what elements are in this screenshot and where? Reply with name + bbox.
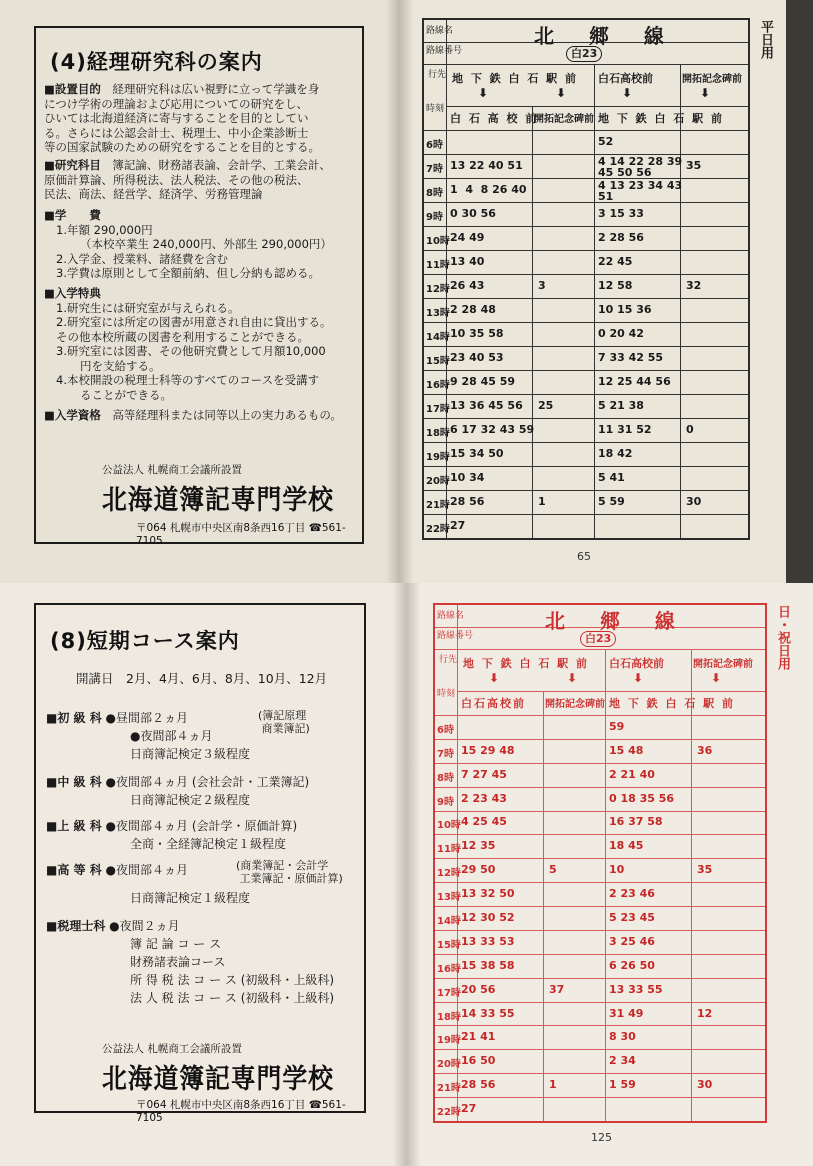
row-divider xyxy=(424,490,748,491)
minute-cell: 27 xyxy=(461,1102,477,1116)
hour-cell: 11時 xyxy=(426,260,450,271)
qualification-text: 高等経理科または同等以上の実力あるもの。 xyxy=(112,408,342,422)
day-type-label: 日・祝日用 xyxy=(775,605,790,670)
row-divider xyxy=(435,1049,765,1050)
minute-cell: 24 49 xyxy=(450,231,485,244)
row-divider xyxy=(435,739,765,740)
row-divider xyxy=(424,442,748,443)
advanced-bracket: (商業簿記・会計学 工業簿記・原価計算) xyxy=(236,859,343,885)
minute-cell: 5 23 45 xyxy=(609,911,655,924)
line-name: 北 郷 線 xyxy=(534,24,678,48)
row-divider xyxy=(424,250,748,251)
page-bottom-right xyxy=(407,583,813,1166)
minute-cell: 3 15 33 xyxy=(598,207,644,220)
day-type-label: 平日用 xyxy=(758,20,773,59)
school-name: 北海道簿記専門学校 xyxy=(102,1064,334,1095)
row-divider xyxy=(435,1025,765,1026)
hour-cell: 6時 xyxy=(437,724,454,736)
row-divider xyxy=(424,202,748,203)
course-text: ●夜間部４ヵ月 xyxy=(105,863,189,877)
book-gutter xyxy=(393,583,407,1166)
hour-cell: 14時 xyxy=(437,916,461,927)
course-line xyxy=(130,971,334,988)
minute-cell: 0 30 56 xyxy=(450,207,496,220)
benefit-line: その他本校所蔵の図書を利用することができる。 xyxy=(56,329,309,344)
hour-cell: 21時 xyxy=(437,1083,461,1095)
row-divider xyxy=(424,226,748,227)
minute-cell: 26 43 xyxy=(450,279,485,292)
minute-cell: 7 33 42 55 xyxy=(598,351,664,364)
timetable-holiday xyxy=(433,603,767,1123)
course-text: 全商・全経簿記検定１級程度 xyxy=(130,837,287,851)
minute-cell: 22 45 xyxy=(598,255,633,268)
page-number: 125 xyxy=(591,1131,612,1144)
minute-cell: 0 xyxy=(686,423,694,436)
minute-cell: 3 25 46 xyxy=(609,934,655,948)
subjects-line: 原価計算論、所得税法、法人税法、その他の税法、 xyxy=(44,172,309,187)
hour-cell: 9時 xyxy=(426,212,443,223)
destination-label: 行先 xyxy=(439,655,458,665)
row-divider xyxy=(424,154,748,155)
purpose-line: につけ学術の理論および応用についての研究をし、 xyxy=(44,96,309,111)
origin-a: 地 下 鉄 白 石 駅 前 xyxy=(463,657,589,670)
minute-cell: 21 41 xyxy=(461,1030,496,1044)
minute-cell: 20 56 xyxy=(461,982,496,996)
origin-b1: 白石高校前 xyxy=(598,72,653,85)
hour-cell: 19時 xyxy=(426,452,450,463)
row-divider xyxy=(435,978,765,979)
benefit-line: 1.研究生には研究室が与えられる。 xyxy=(56,300,240,315)
course-line xyxy=(46,917,180,934)
course-line xyxy=(46,861,188,878)
course-label: ■税理士科 xyxy=(46,919,106,933)
row-divider xyxy=(435,1097,765,1098)
hour-cell: 20時 xyxy=(437,1059,461,1071)
subjects-label: ■研究科目 xyxy=(44,158,101,172)
hour-cell: 22時 xyxy=(426,524,450,535)
row-divider xyxy=(424,178,748,179)
minute-cell: 10 34 xyxy=(450,471,485,484)
course-line xyxy=(130,953,225,970)
hour-cell: 15時 xyxy=(437,939,461,951)
minute-cell: 12 xyxy=(697,1006,713,1020)
minute-cell: 28 56 xyxy=(461,1078,496,1092)
course-text: 財務諸表論コース xyxy=(130,955,226,969)
hour-cell: 22時 xyxy=(437,1107,461,1119)
minute-cell: 15 48 xyxy=(609,743,644,757)
info-box-research xyxy=(34,26,364,547)
book-gutter xyxy=(400,0,414,583)
row-divider xyxy=(435,1073,765,1074)
minute-cell: 15 34 50 xyxy=(450,447,504,460)
course-label: ■高 等 科 xyxy=(46,863,102,877)
course-label: ■上 級 科 xyxy=(46,819,102,833)
minute-cell: 37 xyxy=(549,982,565,996)
down-arrow-icon: ⬇ xyxy=(700,86,711,100)
hour-cell: 7時 xyxy=(437,748,454,760)
course-line xyxy=(46,709,188,726)
row-divider xyxy=(424,346,748,347)
header-divider xyxy=(446,106,748,107)
info-box-short-course xyxy=(34,603,366,1124)
page-number: 65 xyxy=(577,550,591,563)
course-line xyxy=(130,935,221,952)
subjects-section xyxy=(44,158,331,202)
purpose-line: ひいては北海道経済に寄与することを目的としてい xyxy=(44,111,309,125)
row-divider xyxy=(424,298,748,299)
minute-cell: 2 34 xyxy=(609,1054,636,1068)
minute-cell: 52 xyxy=(598,135,614,148)
qualification-section xyxy=(44,408,342,423)
fee-line: 3.学費は原則として全額前納、但し分納も認める。 xyxy=(56,266,320,280)
down-arrow-icon: ⬇ xyxy=(711,671,722,685)
minute-cell: 4 13 23 34 43 51 xyxy=(598,179,683,203)
row-divider xyxy=(435,930,765,931)
minute-cell: 13 33 55 xyxy=(609,982,663,996)
minute-cell: 35 xyxy=(686,159,702,172)
minute-cell: 12 25 44 56 xyxy=(598,375,671,388)
minute-cell: 59 xyxy=(609,719,625,733)
line-label: 路線名 xyxy=(437,611,465,621)
minute-cell: 29 50 xyxy=(461,863,496,877)
benefit-line: 4.本校開設の税理士科等のすべてのコースを受講す xyxy=(56,373,320,387)
hour-cell: 8時 xyxy=(426,188,443,199)
course-label: ■中 級 科 xyxy=(46,775,102,789)
minute-cell: 4 25 45 xyxy=(461,815,507,829)
row-divider xyxy=(424,418,748,419)
purpose-section xyxy=(44,82,320,155)
hour-cell: 17時 xyxy=(437,987,461,999)
route-label: 路線番号 xyxy=(437,631,474,641)
minute-cell: 3 xyxy=(538,279,546,292)
origin-a: 地 下 鉄 白 石 駅 前 xyxy=(452,72,578,85)
hour-cell: 11時 xyxy=(437,844,461,856)
minute-cell: 13 32 50 xyxy=(461,887,515,901)
hour-cell: 10時 xyxy=(426,236,450,247)
down-arrow-icon: ⬇ xyxy=(633,671,644,685)
minute-cell: 2 23 46 xyxy=(609,887,655,901)
hour-cell: 16時 xyxy=(426,380,450,391)
benefit-line: 3.研究室には図書、その他研究費として月額10,000 xyxy=(56,344,326,358)
purpose-line: 経理研究科は広い視野に立って学識を身 xyxy=(112,82,320,96)
course-text: 所 得 税 法 コ ー ス (初級科・上級科) xyxy=(130,973,335,987)
course-text: 日商簿記検定２級程度 xyxy=(130,793,251,807)
down-arrow-icon: ⬇ xyxy=(489,671,500,685)
fee-section xyxy=(44,208,332,281)
hour-label: 時刻 xyxy=(426,104,445,114)
route-code: 白23 xyxy=(580,631,616,647)
minute-cell: 1 59 xyxy=(609,1078,636,1092)
founder-text: 公益法人 札幌商工会議所設置 xyxy=(102,1043,242,1055)
origin-b1: 白石高校前 xyxy=(609,657,664,670)
fee-line: 1.年額 290,000円 xyxy=(56,222,153,237)
hour-cell: 8時 xyxy=(437,772,454,784)
minute-cell: 5 21 38 xyxy=(598,399,644,412)
minute-cell: 13 36 45 56 xyxy=(450,399,523,412)
row-divider xyxy=(424,394,748,395)
hour-cell: 17時 xyxy=(426,404,450,415)
minute-cell: 13 33 53 xyxy=(461,934,515,948)
minute-cell: 1 4 8 26 40 xyxy=(450,183,527,196)
minute-cell: 12 30 52 xyxy=(461,911,515,924)
fee-line: （本校卒業生 240,000円、外部生 290,000円） xyxy=(80,237,332,251)
minute-cell: 12 35 xyxy=(461,839,496,853)
course-line xyxy=(46,773,309,790)
course-text: ●夜間部４ヵ月 xyxy=(130,729,213,743)
course-text: 法 人 税 法 コ ー ス (初級科・上級科) xyxy=(130,991,335,1005)
course-text: ●夜間２ヵ月 xyxy=(109,919,180,933)
course-text: ●昼間部２ヵ月 xyxy=(105,711,189,725)
hour-cell: 18時 xyxy=(426,428,450,439)
column-head: 開拓記念碑前 xyxy=(534,114,594,125)
benefit-section xyxy=(44,286,331,402)
school-name: 北海道簿記専門学校 xyxy=(102,485,334,516)
row-divider xyxy=(424,370,748,371)
header-divider xyxy=(435,649,765,650)
row-divider xyxy=(424,466,748,467)
minute-cell: 12 58 xyxy=(598,279,633,292)
minute-cell: 30 xyxy=(686,495,702,508)
course-line xyxy=(130,889,250,906)
header-divider xyxy=(435,715,765,716)
hour-cell: 20時 xyxy=(426,476,450,487)
hour-cell: 13時 xyxy=(426,308,450,319)
hour-label: 時刻 xyxy=(437,689,456,699)
minute-cell: 6 17 32 43 59 xyxy=(450,423,535,436)
founder-text: 公益法人 札幌商工会議所設置 xyxy=(102,464,242,476)
minute-cell: 5 xyxy=(549,863,557,877)
page-top-left xyxy=(0,0,400,583)
minute-cell: 7 27 45 xyxy=(461,767,507,781)
hour-cell: 6時 xyxy=(426,140,443,151)
header-divider xyxy=(424,64,748,65)
route-code: 白23 xyxy=(566,46,602,62)
minute-cell: 16 50 xyxy=(461,1054,496,1068)
subjects-line: 民法、商法、経営学、経済学、労務管理論 xyxy=(44,187,263,201)
minute-cell: 10 35 58 xyxy=(450,327,504,340)
down-arrow-icon: ⬇ xyxy=(567,671,578,685)
hour-cell: 12時 xyxy=(437,868,461,880)
purpose-line: る。さらには公認会計士、税理士、中小企業診断士 xyxy=(44,125,309,140)
minute-cell: 36 xyxy=(697,743,713,757)
school-address: 〒064 札幌市中央区南8条西16丁目 ☎561-7105 xyxy=(136,1099,346,1124)
down-arrow-icon: ⬇ xyxy=(478,86,489,100)
minute-cell: 2 28 48 xyxy=(450,303,496,316)
minute-cell: 13 22 40 51 xyxy=(450,159,523,172)
row-divider xyxy=(435,834,765,835)
course-text: 簿 記 論 コ ー ス xyxy=(130,937,222,951)
row-divider xyxy=(435,1002,765,1003)
column-head: 開拓記念碑前 xyxy=(545,699,605,710)
course-line xyxy=(130,727,212,744)
row-divider xyxy=(435,906,765,907)
course-text: 日商簿記検定３級程度 xyxy=(130,747,251,761)
row-divider xyxy=(424,322,748,323)
origin-b2: 開拓記念碑前 xyxy=(682,74,742,85)
book-gutter xyxy=(386,0,400,583)
minute-cell: 11 31 52 xyxy=(598,423,652,436)
purpose-line: 等の国家試験のための研究をすることを目的とする。 xyxy=(44,140,320,154)
minute-cell: 2 28 56 xyxy=(598,231,644,244)
minute-cell: 9 28 45 59 xyxy=(450,375,516,388)
hour-cell: 10時 xyxy=(437,820,461,832)
hour-cell: 16時 xyxy=(437,963,461,975)
qualification-label: ■入学資格 xyxy=(44,408,101,422)
line-label: 路線名 xyxy=(426,26,454,36)
beginner-bracket: (簿記原理 商業簿記) xyxy=(258,709,310,735)
down-arrow-icon: ⬇ xyxy=(556,86,567,100)
minute-cell: 10 15 36 xyxy=(598,303,652,316)
minute-cell: 27 xyxy=(450,519,466,532)
row-divider xyxy=(424,514,748,515)
row-divider xyxy=(435,787,765,788)
timetable-weekday xyxy=(422,18,750,540)
minute-cell: 35 xyxy=(697,863,713,877)
minute-cell: 2 23 43 xyxy=(461,791,507,805)
down-arrow-icon: ⬇ xyxy=(622,86,633,100)
minute-cell: 25 xyxy=(538,399,554,412)
column-head: 白 石 高 校 前 xyxy=(450,112,539,125)
hour-cell: 15時 xyxy=(426,356,450,367)
minute-cell: 16 37 58 xyxy=(609,815,663,829)
school-address: 〒064 札幌市中央区南8条西16丁目 ☎561-7105 xyxy=(136,522,346,547)
minute-cell: 0 18 35 56 xyxy=(609,791,675,805)
row-divider xyxy=(435,811,765,812)
fee-label: ■学 費 xyxy=(44,208,101,222)
course-text: ●夜間部４ヵ月 (会社会計・工業簿記) xyxy=(105,775,310,789)
minute-cell: 4 14 22 28 39 45 50 56 xyxy=(598,155,683,179)
book-gutter xyxy=(407,583,421,1166)
minute-cell: 32 xyxy=(686,279,702,292)
minute-cell: 31 49 xyxy=(609,1006,644,1020)
destination-label: 行先 xyxy=(428,70,447,80)
hour-cell: 13時 xyxy=(437,892,461,904)
minute-cell: 18 42 xyxy=(598,447,633,460)
benefit-line: 円を支給する。 xyxy=(80,358,161,373)
minute-cell: 15 38 58 xyxy=(461,958,515,972)
minute-cell: 5 59 xyxy=(598,495,625,508)
line-name: 北 郷 線 xyxy=(545,609,689,633)
row-divider xyxy=(435,882,765,883)
course-line xyxy=(130,745,250,762)
course-line xyxy=(130,989,334,1006)
subjects-line: 簿記論、財務諸表論、会計学、工業会計、 xyxy=(112,158,331,172)
page-top-right xyxy=(400,0,786,583)
page-title: (4)経理研究科の案内 xyxy=(50,50,263,74)
route-label: 路線番号 xyxy=(426,46,463,56)
course-text: 日商簿記検定１級程度 xyxy=(130,891,251,905)
purpose-label: ■設置目的 xyxy=(44,82,101,96)
benefit-line: ることができる。 xyxy=(80,387,172,402)
course-dates: 開講日 2月、4月、6月、8月、10月、12月 xyxy=(76,671,328,686)
hour-cell: 19時 xyxy=(437,1035,461,1047)
minute-cell: 8 30 xyxy=(609,1030,636,1044)
row-divider xyxy=(435,954,765,955)
hour-cell: 18時 xyxy=(437,1011,461,1023)
page-bottom-left xyxy=(0,583,407,1166)
header-divider xyxy=(424,130,748,131)
hour-cell: 12時 xyxy=(426,284,450,295)
fee-line: 2.入学金、授業料、諸経費を含む xyxy=(56,251,228,266)
minute-cell: 14 33 55 xyxy=(461,1006,515,1020)
minute-cell: 28 56 xyxy=(450,495,485,508)
column-head: 地 下 鉄 白 石 駅 前 xyxy=(598,112,724,125)
column-head: 白石高校前 xyxy=(461,697,526,710)
hour-cell: 9時 xyxy=(437,796,454,808)
benefit-label: ■入学特典 xyxy=(44,286,101,300)
column-head: 地 下 鉄 白 石 駅 前 xyxy=(609,697,735,710)
course-label: ■初 級 科 xyxy=(46,711,102,725)
course-line xyxy=(130,791,250,808)
hour-cell: 7時 xyxy=(426,164,443,175)
minute-cell: 5 41 xyxy=(598,471,625,484)
minute-cell: 6 26 50 xyxy=(609,958,655,972)
header-divider xyxy=(457,691,765,692)
minute-cell: 10 xyxy=(609,863,625,877)
page-title: (8)短期コース案内 xyxy=(50,629,240,653)
course-line xyxy=(46,817,297,834)
minute-cell: 2 21 40 xyxy=(609,767,655,781)
minute-cell: 1 xyxy=(549,1078,557,1092)
row-divider xyxy=(435,858,765,859)
minute-cell: 23 40 53 xyxy=(450,351,504,364)
minute-cell: 15 29 48 xyxy=(461,743,515,757)
minute-cell: 1 xyxy=(538,495,546,508)
benefit-line: 2.研究室には所定の図書が用意され自由に貸出する。 xyxy=(56,315,332,329)
origin-b2: 開拓記念碑前 xyxy=(693,659,753,670)
hour-cell: 14時 xyxy=(426,332,450,343)
minute-cell: 18 45 xyxy=(609,839,644,853)
course-line xyxy=(130,835,286,852)
course-text: ●夜間部４ヵ月 (会計学・原価計算) xyxy=(105,819,298,833)
row-divider xyxy=(435,763,765,764)
minute-cell: 30 xyxy=(697,1078,713,1092)
minute-cell: 0 20 42 xyxy=(598,327,644,340)
minute-cell: 13 40 xyxy=(450,255,485,268)
hour-cell: 21時 xyxy=(426,500,450,511)
row-divider xyxy=(424,274,748,275)
